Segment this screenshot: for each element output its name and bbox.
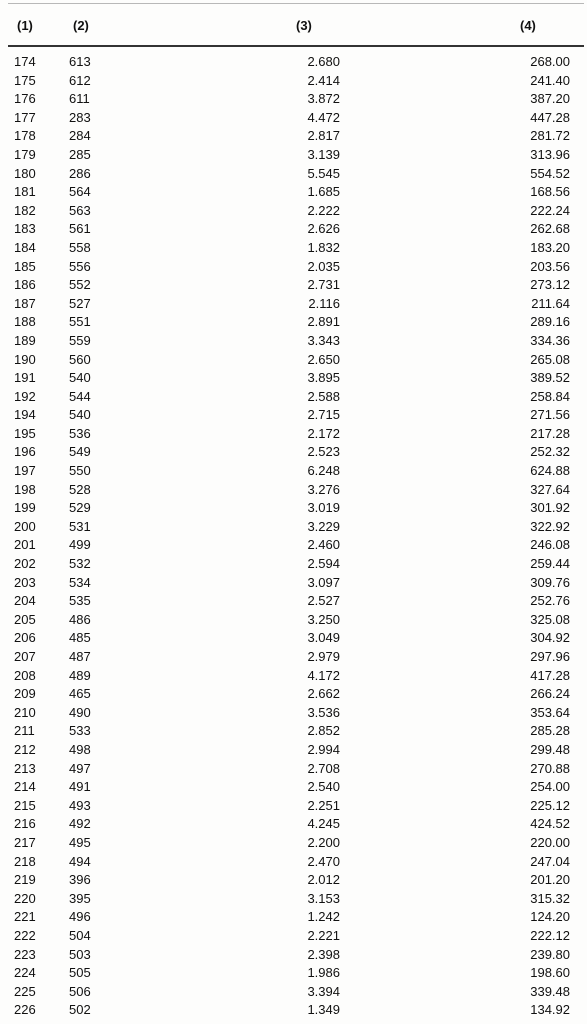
table-cell-col-1: 216: [14, 816, 36, 832]
table-cell-col-1: 218: [14, 853, 36, 869]
table-cell-col-2: 285: [69, 146, 91, 162]
table-cell-col-1: 223: [14, 946, 36, 962]
table-cell-col-3: 2.251: [307, 797, 340, 813]
table-cell-col-1: 192: [14, 388, 36, 404]
table-cell-col-3: 6.248: [307, 463, 340, 479]
table-cell-col-2: 495: [69, 834, 91, 850]
table-cell-col-1: 186: [14, 277, 36, 293]
table-cell-col-1: 225: [14, 983, 36, 999]
table-row: [0, 611, 587, 630]
table-cell-col-4: 198.60: [530, 965, 570, 981]
table-row: [0, 536, 587, 555]
table-cell-col-1: 209: [14, 686, 36, 702]
table-cell-col-4: 325.08: [530, 611, 570, 627]
table-cell-col-2: 550: [69, 463, 91, 479]
table-cell-col-1: 177: [14, 109, 36, 125]
table-row: [0, 183, 587, 202]
table-row: [0, 760, 587, 779]
table-cell-col-2: 506: [69, 983, 91, 999]
table-cell-col-3: 2.398: [307, 946, 340, 962]
table-cell-col-2: 528: [69, 481, 91, 497]
table-row: [0, 90, 587, 109]
table-row: [0, 797, 587, 816]
table-cell-col-2: 540: [69, 407, 91, 423]
table-row: [0, 1001, 587, 1020]
table-cell-col-4: 289.16: [530, 314, 570, 330]
table-cell-col-3: 3.049: [307, 630, 340, 646]
table-cell-col-3: 2.817: [307, 128, 340, 144]
table-cell-col-2: 544: [69, 388, 91, 404]
table-cell-col-4: 315.32: [530, 890, 570, 906]
table-cell-col-1: 219: [14, 872, 36, 888]
table-cell-col-1: 206: [14, 630, 36, 646]
table-cell-col-4: 417.28: [530, 667, 570, 683]
table-row: [0, 313, 587, 332]
table-cell-col-1: 224: [14, 965, 36, 981]
table-row: [0, 425, 587, 444]
table-cell-col-1: 222: [14, 927, 36, 943]
table-row: [0, 964, 587, 983]
table-cell-col-1: 210: [14, 704, 36, 720]
table-cell-col-4: 168.56: [530, 184, 570, 200]
table-cell-col-4: 217.28: [530, 425, 570, 441]
table-cell-col-3: 2.470: [307, 853, 340, 869]
table-cell-col-1: 207: [14, 649, 36, 664]
table-cell-col-4: 222.24: [530, 202, 570, 218]
table-cell-col-1: 174: [14, 54, 36, 69]
table-cell-col-3: 2.221: [307, 927, 340, 943]
table-row: [0, 778, 587, 797]
table-cell-col-2: 527: [69, 295, 91, 311]
table-cell-col-2: 493: [69, 797, 91, 813]
table-cell-col-4: 246.08: [530, 537, 570, 553]
table-cell-col-4: 273.12: [530, 277, 570, 293]
table-cell-col-3: 2.994: [307, 741, 340, 757]
table-cell-col-4: 222.12: [530, 927, 570, 943]
table-row: [0, 592, 587, 611]
table-cell-col-1: 198: [14, 481, 36, 497]
table-cell-col-3: 3.139: [307, 146, 340, 162]
table-row: [0, 351, 587, 370]
table-cell-col-3: 2.708: [307, 760, 340, 776]
table-cell-col-2: 496: [69, 909, 91, 925]
table-cell-col-2: 494: [69, 853, 91, 869]
table-cell-col-1: 187: [14, 295, 36, 311]
table-cell-col-2: 563: [69, 202, 91, 218]
table-cell-col-4: 554.52: [530, 165, 570, 181]
table-cell-col-1: 175: [14, 72, 36, 88]
table-cell-col-4: 220.00: [530, 834, 570, 850]
header-rule: [8, 45, 584, 47]
table-cell-col-1: 176: [14, 91, 36, 107]
table-cell-col-2: 534: [69, 574, 91, 590]
table-row: [0, 258, 587, 277]
column-header-2: (2): [73, 18, 89, 33]
table-cell-col-2: 503: [69, 946, 91, 962]
table-cell-col-4: 259.44: [530, 556, 570, 572]
table-cell-col-3: 3.250: [307, 611, 340, 627]
table-row: [0, 890, 587, 909]
table-cell-col-4: 183.20: [530, 239, 570, 255]
table-cell-col-4: 124.20: [530, 909, 570, 925]
table-cell-col-1: 185: [14, 258, 36, 274]
table-cell-col-1: 201: [14, 537, 36, 553]
table-cell-col-3: 1.832: [307, 239, 340, 255]
table-cell-col-1: 217: [14, 834, 36, 850]
table-cell-col-3: 2.731: [307, 277, 340, 293]
table-row: [0, 555, 587, 574]
table-cell-col-3: 1.242: [307, 909, 340, 925]
table-cell-col-3: 2.523: [307, 444, 340, 460]
table-cell-col-4: 322.92: [530, 518, 570, 534]
table-row: [0, 481, 587, 500]
table-cell-col-3: 2.626: [307, 221, 340, 237]
table-cell-col-3: 2.891: [307, 314, 340, 330]
table-cell-col-2: 536: [69, 425, 91, 441]
table-cell-col-1: 202: [14, 556, 36, 572]
table-row: [0, 369, 587, 388]
column-header-4: (4): [520, 18, 536, 33]
table-cell-col-1: 178: [14, 128, 36, 144]
table-row: [0, 908, 587, 927]
table-cell-col-1: 215: [14, 797, 36, 813]
table-cell-col-2: 561: [69, 221, 91, 237]
table-body: [0, 53, 587, 1020]
table-row: [0, 406, 587, 425]
table-cell-col-2: 489: [69, 667, 91, 683]
table-cell-col-1: 195: [14, 425, 36, 441]
table-cell-col-2: 611: [69, 91, 90, 107]
table-row: [0, 927, 587, 946]
table-cell-col-4: 389.52: [530, 370, 570, 386]
table-cell-col-2: 502: [69, 1002, 91, 1018]
table-cell-col-1: 189: [14, 332, 36, 348]
table-cell-col-1: 184: [14, 239, 36, 255]
table-cell-col-2: 396: [69, 872, 91, 888]
table-cell-col-3: 2.680: [307, 54, 340, 69]
table-cell-col-3: 4.245: [307, 816, 340, 832]
table-cell-col-3: 3.153: [307, 890, 340, 906]
table-cell-col-4: 309.76: [530, 574, 570, 590]
table-cell-col-3: 1.685: [307, 184, 340, 200]
table-row: [0, 722, 587, 741]
table-cell-col-2: 499: [69, 537, 91, 553]
table-cell-col-4: 268.00: [530, 54, 570, 69]
table-cell-col-2: 558: [69, 239, 91, 255]
table-row: [0, 667, 587, 686]
table-row: [0, 629, 587, 648]
table-cell-col-2: 613: [69, 54, 91, 69]
table-row: [0, 165, 587, 184]
table-cell-col-1: 208: [14, 667, 36, 683]
table-cell-col-3: 2.116: [308, 295, 340, 311]
table-cell-col-4: 211.64: [531, 295, 570, 311]
table-row: [0, 276, 587, 295]
table-cell-col-3: 3.394: [307, 983, 340, 999]
table-row: [0, 815, 587, 834]
table-cell-col-1: 213: [14, 760, 36, 776]
table-row: [0, 834, 587, 853]
table-cell-col-2: 556: [69, 258, 91, 274]
table-row: [0, 72, 587, 91]
table-cell-col-3: 1.986: [307, 965, 340, 981]
table-cell-col-3: 2.715: [307, 407, 340, 423]
table-cell-col-1: 181: [14, 184, 36, 200]
table-cell-col-3: 2.012: [307, 872, 340, 888]
table-cell-col-2: 551: [69, 314, 91, 330]
table-cell-col-3: 2.540: [307, 779, 340, 795]
table-cell-col-2: 498: [69, 741, 91, 757]
table-cell-col-1: 226: [14, 1002, 36, 1018]
table-row: [0, 685, 587, 704]
table-cell-col-1: 179: [14, 146, 36, 162]
table-cell-col-4: 281.72: [530, 128, 570, 144]
table-cell-col-2: 559: [69, 332, 91, 348]
table-row: [0, 704, 587, 723]
table-cell-col-1: 191: [14, 370, 36, 386]
table-cell-col-3: 3.895: [307, 370, 340, 386]
table-cell-col-3: 3.343: [307, 332, 340, 348]
table-cell-col-4: 353.64: [530, 704, 570, 720]
table-cell-col-1: 212: [14, 741, 36, 757]
table-cell-col-4: 252.32: [530, 444, 570, 460]
table-cell-col-3: 3.276: [307, 481, 340, 497]
table-cell-col-3: 2.594: [307, 556, 340, 572]
table-cell-col-2: 497: [69, 760, 91, 776]
table-row: [0, 332, 587, 351]
table-row: [0, 983, 587, 1002]
table-cell-col-4: 447.28: [530, 109, 570, 125]
table-row: [0, 127, 587, 146]
top-rule: [8, 3, 584, 4]
table-cell-col-4: 327.64: [530, 481, 570, 497]
table-cell-col-4: 134.92: [530, 1002, 570, 1018]
table-row: [0, 220, 587, 239]
table-cell-col-3: 2.172: [307, 425, 340, 441]
table-cell-col-2: 529: [69, 500, 91, 516]
table-cell-col-3: 2.852: [307, 723, 340, 739]
table-cell-col-2: 485: [69, 630, 91, 646]
table-cell-col-4: 271.56: [530, 407, 570, 423]
table-row: [0, 574, 587, 593]
table-row: [0, 239, 587, 258]
table-row: [0, 499, 587, 518]
table-row: [0, 871, 587, 890]
table-row: [0, 443, 587, 462]
table-cell-col-3: 4.172: [307, 667, 340, 683]
table-cell-col-2: 491: [69, 779, 91, 795]
table-cell-col-2: 395: [69, 890, 91, 906]
column-header-1: (1): [17, 18, 33, 33]
table-cell-col-3: 2.035: [307, 258, 340, 274]
table-cell-col-4: 262.68: [530, 221, 570, 237]
table-cell-col-1: 188: [14, 314, 36, 330]
table-cell-col-4: 247.04: [530, 853, 570, 869]
table-cell-col-2: 612: [69, 72, 91, 88]
table-cell-col-3: 2.527: [307, 593, 340, 609]
table-cell-col-3: 4.472: [307, 109, 340, 125]
table-row: [0, 741, 587, 760]
table-cell-col-4: 313.96: [530, 146, 570, 162]
table-cell-col-2: 505: [69, 965, 91, 981]
table-cell-col-3: 3.536: [307, 704, 340, 720]
table-cell-col-4: 297.96: [530, 649, 570, 664]
table-cell-col-3: 2.662: [307, 686, 340, 702]
table-cell-col-4: 239.80: [530, 946, 570, 962]
table-cell-col-3: 2.222: [307, 202, 340, 218]
table-cell-col-2: 535: [69, 593, 91, 609]
table-cell-col-4: 258.84: [530, 388, 570, 404]
table-row: [0, 462, 587, 481]
table-cell-col-2: 533: [69, 723, 91, 739]
table-cell-col-3: 5.545: [307, 165, 340, 181]
table-row: [0, 53, 587, 72]
table-cell-col-4: 334.36: [530, 332, 570, 348]
table-cell-col-4: 201.20: [530, 872, 570, 888]
table-cell-col-3: 2.588: [307, 388, 340, 404]
table-row: [0, 202, 587, 221]
table-cell-col-3: 1.349: [307, 1002, 340, 1018]
table-cell-col-2: 486: [69, 611, 91, 627]
table-cell-col-3: 2.650: [307, 351, 340, 367]
table-cell-col-1: 205: [14, 611, 36, 627]
table-cell-col-1: 197: [14, 463, 36, 479]
table-cell-col-2: 540: [69, 370, 91, 386]
table-cell-col-4: 304.92: [530, 630, 570, 646]
table-row: [0, 518, 587, 537]
table-cell-col-3: 3.229: [307, 518, 340, 534]
column-header-3: (3): [296, 18, 312, 33]
table-cell-col-4: 252.76: [530, 593, 570, 609]
table-cell-col-1: 214: [14, 779, 36, 795]
table-cell-col-3: 2.460: [307, 537, 340, 553]
table-cell-col-4: 424.52: [530, 816, 570, 832]
table-cell-col-3: 3.019: [307, 500, 340, 516]
table-cell-col-4: 299.48: [530, 741, 570, 757]
table-cell-col-4: 265.08: [530, 351, 570, 367]
table-cell-col-2: 283: [69, 109, 91, 125]
table-cell-col-1: 180: [14, 165, 36, 181]
table-cell-col-3: 3.872: [307, 91, 340, 107]
table-cell-col-3: 2.414: [307, 72, 340, 88]
table-row: [0, 295, 587, 314]
table-cell-col-2: 490: [69, 704, 91, 720]
table-cell-col-4: 241.40: [530, 72, 570, 88]
table-cell-col-2: 531: [69, 518, 91, 534]
table-cell-col-2: 549: [69, 444, 91, 460]
table-row: [0, 946, 587, 965]
table-cell-col-4: 301.92: [530, 500, 570, 516]
table-cell-col-1: 203: [14, 574, 36, 590]
table-cell-col-1: 204: [14, 593, 36, 609]
table-row: [0, 648, 587, 667]
table-cell-col-1: 182: [14, 202, 36, 218]
table-cell-col-4: 339.48: [530, 983, 570, 999]
table-cell-col-4: 270.88: [530, 760, 570, 776]
table-row: [0, 388, 587, 407]
table-cell-col-1: 196: [14, 444, 36, 460]
table-cell-col-1: 199: [14, 500, 36, 516]
table-cell-col-1: 194: [14, 407, 36, 423]
table-cell-col-2: 286: [69, 165, 91, 181]
table-row: [0, 853, 587, 872]
table-cell-col-3: 2.200: [307, 834, 340, 850]
table-cell-col-4: 266.24: [530, 686, 570, 702]
table-cell-col-4: 387.20: [530, 91, 570, 107]
table-cell-col-2: 552: [69, 277, 91, 293]
table-cell-col-1: 183: [14, 221, 36, 237]
table-cell-col-4: 254.00: [530, 779, 570, 795]
table-row: [0, 146, 587, 165]
table-cell-col-1: 200: [14, 518, 36, 534]
table-cell-col-2: 532: [69, 556, 91, 572]
table-cell-col-4: 203.56: [530, 258, 570, 274]
table-cell-col-1: 211: [14, 723, 35, 739]
table-cell-col-4: 285.28: [530, 723, 570, 739]
table-cell-col-1: 190: [14, 351, 36, 367]
table-cell-col-2: 284: [69, 128, 91, 144]
table-cell-col-4: 624.88: [530, 463, 570, 479]
table-cell-col-4: 225.12: [530, 797, 570, 813]
table-row: [0, 109, 587, 128]
table-cell-col-3: 2.979: [307, 649, 340, 664]
table-cell-col-1: 220: [14, 890, 36, 906]
table-cell-col-2: 504: [69, 927, 91, 943]
table-cell-col-1: 221: [14, 909, 36, 925]
table-cell-col-2: 465: [69, 686, 91, 702]
table-cell-col-3: 3.097: [307, 574, 340, 590]
table-cell-col-2: 564: [69, 184, 91, 200]
table-cell-col-2: 492: [69, 816, 91, 832]
table-cell-col-2: 560: [69, 351, 91, 367]
table-cell-col-2: 487: [69, 649, 91, 664]
table-header: [0, 18, 587, 38]
